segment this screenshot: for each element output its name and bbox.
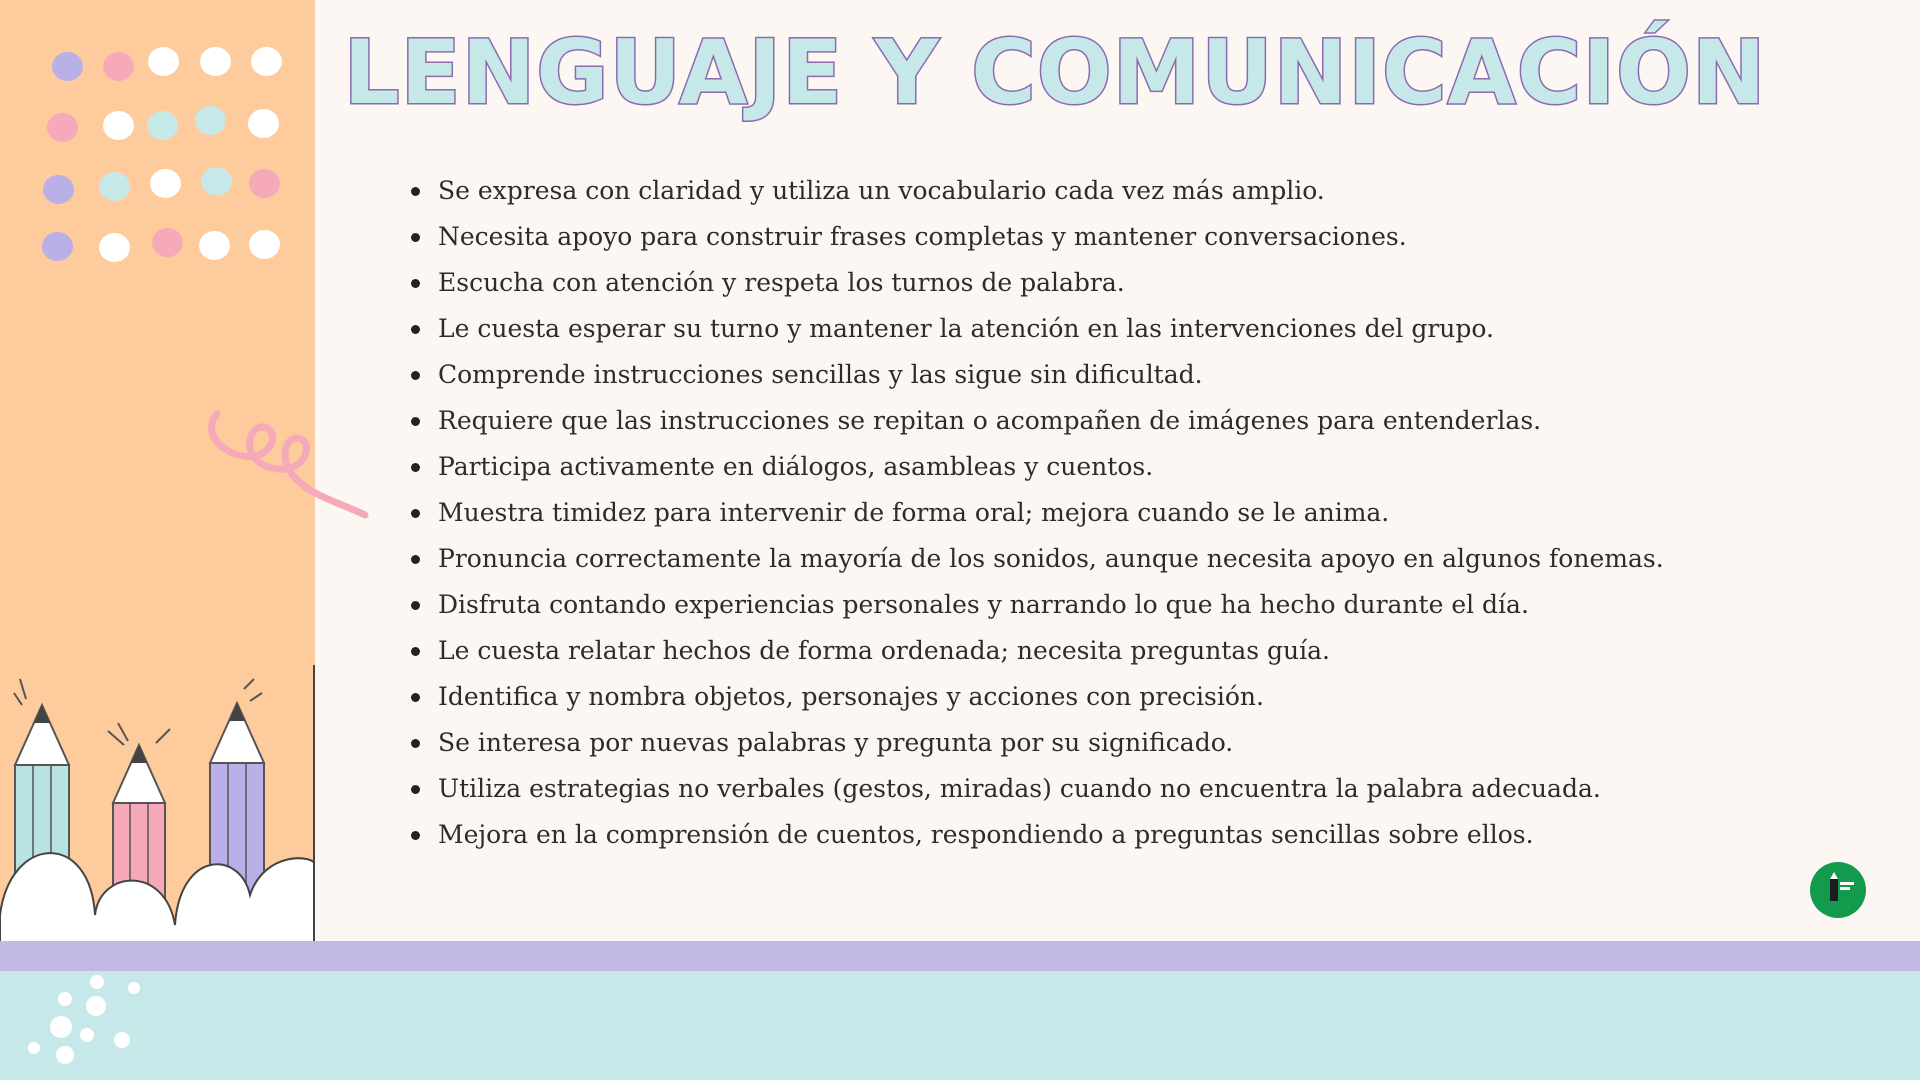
list-item: Se expresa con claridad y utiliza un vocabulario cada vez más amplio. [405,168,1805,214]
logo-badge [1810,862,1866,918]
list-item: Identifica y nombra objetos, personajes y acciones con precisión. [405,674,1805,720]
list-item: Participa activamente en diálogos, asambleas y cuentos. [405,444,1805,490]
list-item: Comprende instrucciones sencillas y las sigue sin dificultad. [405,352,1805,398]
list-item: Pronuncia correctamente la mayoría de los sonidos, aunque necesita apoyo en algunos fonemas. [405,536,1805,582]
squiggle-decoration [205,410,375,530]
list-item: Le cuesta esperar su turno y mantener la atención en las intervenciones del grupo. [405,306,1805,352]
list-item: Necesita apoyo para construir frases completas y mantener conversaciones. [405,214,1805,260]
purple-band [0,941,1920,971]
observation-list [405,168,1805,858]
teal-band [0,971,1920,1080]
list-item: Mejora en la comprensión de cuentos, respondiendo a preguntas sencillas sobre ellos. [405,812,1805,858]
list-item: Le cuesta relatar hechos de forma ordenada; necesita preguntas guía. [405,628,1805,674]
logo-icon [1810,862,1866,918]
list-item: Se interesa por nuevas palabras y pregunta por su significado. [405,720,1805,766]
list-item: Muestra timidez para intervenir de forma oral; mejora cuando se le anima. [405,490,1805,536]
list-item: Requiere que las instrucciones se repitan o acompañen de imágenes para entenderlas. [405,398,1805,444]
list-item: Escucha con atención y respeta los turnos de palabra. [405,260,1805,306]
list-item: Disfruta contando experiencias personales y narrando lo que ha hecho durante el día. [405,582,1805,628]
pencil-illustration [0,665,315,945]
slide-title: LENGUAJE Y COMUNICACIÓN [343,21,1767,124]
bottom-dots-decoration [20,970,150,1080]
polka-dots-decoration [0,0,315,300]
list-item: Utiliza estrategias no verbales (gestos, miradas) cuando no encuentra la palabra adecuada. [405,766,1805,812]
